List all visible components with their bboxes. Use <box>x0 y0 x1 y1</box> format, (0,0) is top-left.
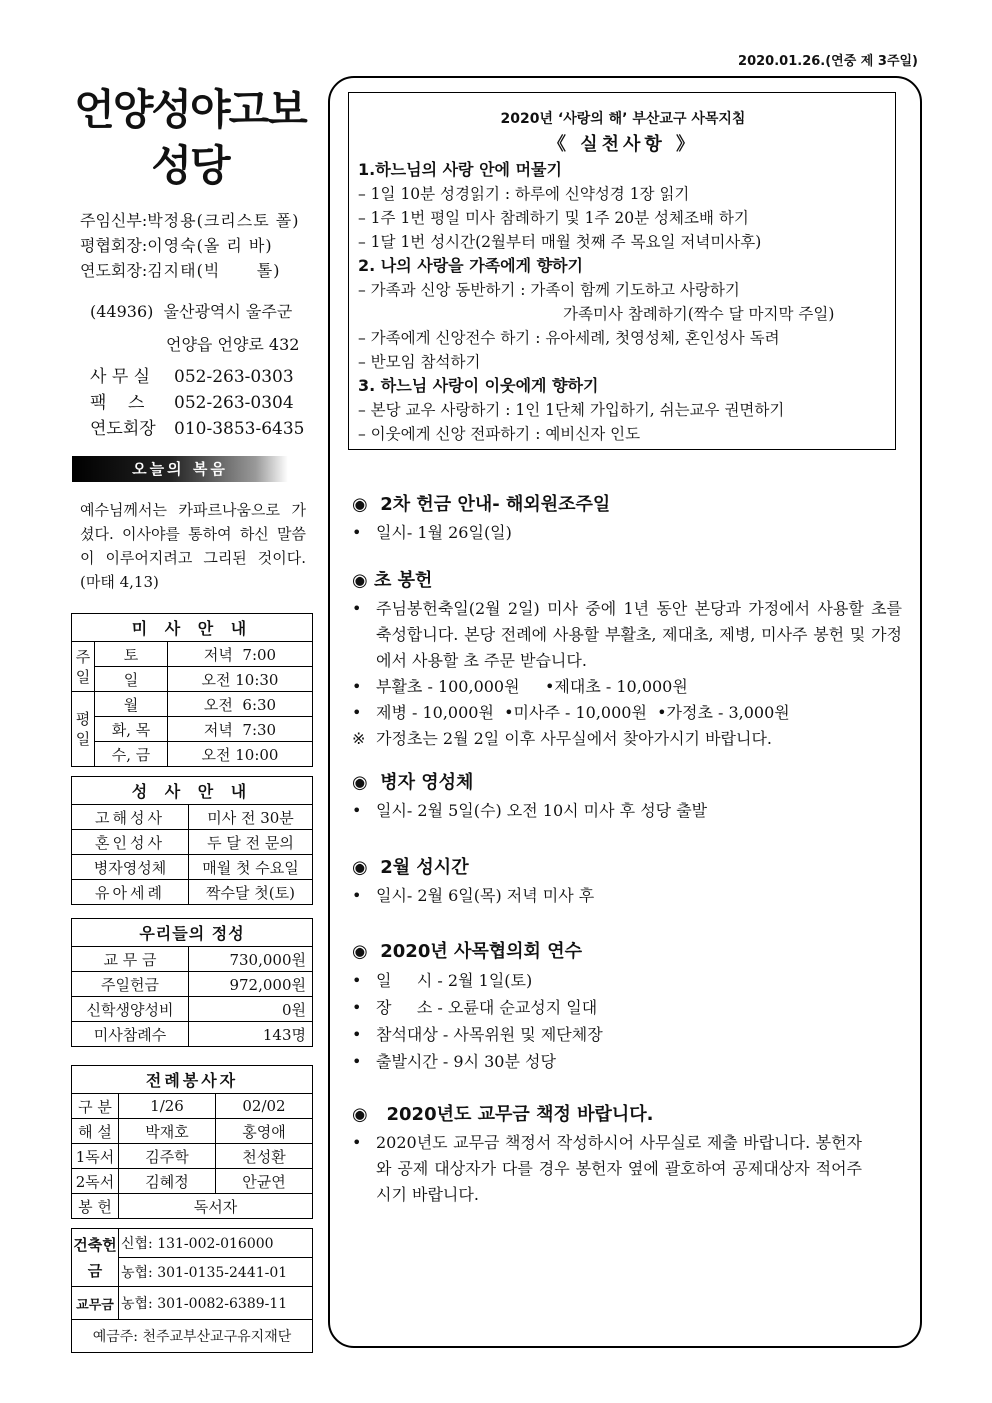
announcement-text: 일시- 1월 26일(일) <box>376 523 512 542</box>
server-name: 독서자 <box>119 1194 313 1219</box>
staff-row <box>80 258 299 283</box>
address-line2: 언양읍 언양로 432 <box>166 335 300 354</box>
announcement-text: 일시- 2월 6일(목) 저녁 미사 후 <box>376 886 595 905</box>
announcement-title: ◉ 2월 성시간 <box>352 857 469 878</box>
mass-time: 오전 10:30 <box>168 667 313 692</box>
church-logo-title <box>70 82 310 194</box>
mass-schedule-table <box>71 613 313 767</box>
contact-phone[interactable]: 052-263-0303 <box>174 367 294 387</box>
contact-fax: 052-263-0304 <box>174 393 294 413</box>
bullet-icon: • <box>352 1025 362 1044</box>
mass-day: 월 <box>95 692 168 717</box>
table-row <box>72 972 313 997</box>
server-col-head: 1/26 <box>119 1094 216 1119</box>
announcement-text: 장 소 - 오륜대 순교성지 일대 <box>376 998 598 1017</box>
table-row <box>72 1094 313 1119</box>
server-name: 홍영애 <box>216 1119 313 1144</box>
table-row <box>72 742 313 767</box>
sacrament-info: 두 달 전 문의 <box>189 830 313 855</box>
announcement-text: 주님봉헌축일(2월 2일) 미사 중에 1년 동안 본당과 가정에서 사용할 초를 축성합니다. 본당 전례에 사용할 부활초, 제대초, 제병, 미사주 봉헌 및 가정에서 사용할 초 주문 받습니다. <box>376 599 902 670</box>
announcement-item <box>352 967 902 994</box>
announcement <box>352 853 902 909</box>
table-row <box>72 1119 313 1144</box>
bullet-icon: • <box>352 801 362 820</box>
building-fund-label: 건축헌금 <box>72 1229 119 1287</box>
guideline-item: – 반모임 참석하기 <box>358 353 481 371</box>
announcement-item <box>352 1021 902 1048</box>
sunday-label: 주일 <box>72 642 95 692</box>
bullet-icon: • <box>352 998 362 1017</box>
table-row <box>72 1022 313 1047</box>
guideline-section-heading: 3. 하느님 사랑이 이웃에게 향하기 <box>358 376 599 395</box>
bullet-icon: • <box>352 1133 362 1152</box>
table-row <box>72 642 313 667</box>
announcement-text: 일시- 2월 5일(수) 오전 10시 미사 후 성당 출발 <box>376 801 708 820</box>
contact-list <box>90 364 304 442</box>
offering-table <box>71 918 313 1047</box>
sacrament-info: 짝수달 첫(토) <box>189 880 313 905</box>
announcement-title: ◉ 병자 영성체 <box>352 772 474 793</box>
table-row <box>72 1320 313 1353</box>
announcement-title: ◉ 2020년도 교무금 책정 바랍니다. <box>352 1104 654 1125</box>
announcement <box>352 1100 902 1208</box>
contact-label: 사 무 실 <box>90 367 151 387</box>
offering-name: 신학생양성비 <box>72 997 189 1022</box>
guideline-item: – 가족과 신앙 동반하기 : 가족이 함께 기도하고 사랑하기 <box>358 281 740 299</box>
announcement-item <box>352 596 902 674</box>
table-row <box>72 997 313 1022</box>
mass-time: 저녁 7:00 <box>168 642 313 667</box>
announcement-item <box>352 1130 902 1208</box>
server-col-head: 02/02 <box>216 1094 313 1119</box>
announcement-item <box>352 798 902 824</box>
table-row <box>72 1229 313 1258</box>
staff-name: 김지태(빅 톨) <box>147 261 281 280</box>
offering-value: 972,000원 <box>189 972 313 997</box>
guideline-item: – 1일 10분 성경읽기 : 하루에 신약성경 1장 읽기 <box>358 185 690 203</box>
sacrament-name: 유아세례 <box>72 880 189 905</box>
mass-time: 오전 6:30 <box>168 692 313 717</box>
announcement-item <box>352 700 902 726</box>
table-row <box>72 692 313 717</box>
offering-value: 0원 <box>189 997 313 1022</box>
announcement-text: 참석대상 - 사목위원 및 제단체장 <box>376 1025 603 1044</box>
bullet-icon: • <box>352 1052 362 1071</box>
table-row <box>72 1194 313 1219</box>
gospel-heading: 오늘의 복음 <box>72 456 288 482</box>
offering-name: 교 무 금 <box>72 947 189 972</box>
liturgy-server-table <box>71 1065 313 1219</box>
offering-name: 미사참례수 <box>72 1022 189 1047</box>
guideline-list <box>358 158 888 446</box>
contact-label: 팩 스 <box>90 393 145 413</box>
mass-time: 오전 10:00 <box>168 742 313 767</box>
offering-value: 730,000원 <box>189 947 313 972</box>
issue-date: 2020.01.26.(연중 제 3주일) <box>738 54 918 69</box>
bullet-icon: • <box>352 599 362 618</box>
announcement-text: 출발시간 - 9시 30분 성당 <box>376 1052 556 1071</box>
table-row <box>72 667 313 692</box>
address-line1: (44936) 울산광역시 울주군 <box>90 302 293 321</box>
announcement-item <box>352 1048 902 1075</box>
offering-value: 143명 <box>189 1022 313 1047</box>
announcement <box>352 490 902 546</box>
contact-row <box>90 416 304 442</box>
server-name: 안균연 <box>216 1169 313 1194</box>
account-number: 농협: 301-0082-6389-11 <box>119 1287 313 1320</box>
announcement-text: 제병 - 10,000원 •미사주 - 10,000원 •가정초 - 3,000원 <box>376 703 790 722</box>
server-role: 해 설 <box>72 1119 119 1144</box>
announcement <box>352 937 902 1075</box>
mass-title: 미 사 안 내 <box>72 614 313 642</box>
guideline-section-heading: 2. 나의 사랑을 가족에게 향하기 <box>358 256 583 275</box>
announcement-text: 일 시 - 2월 1일(토) <box>376 971 533 990</box>
contact-row <box>90 364 304 390</box>
bullet-icon: • <box>352 703 362 722</box>
account-holder: 예금주: 천주교부산교구유지재단 <box>72 1320 313 1353</box>
mass-day: 토 <box>95 642 168 667</box>
church-address <box>90 295 299 361</box>
weekday-label: 평일 <box>72 692 95 767</box>
offering-name: 주일헌금 <box>72 972 189 997</box>
bullet-icon: • <box>352 523 362 542</box>
announcement-title: ◉ 2020년 사목협의회 연수 <box>352 941 582 962</box>
staff-row <box>80 208 299 233</box>
gospel-text: 예수님께서는 카파르나움으로 가셨다. 이사야를 통하여 하신 말씀이 이루어지려고 그리된 것이다.(마태 4,13) <box>80 501 306 591</box>
account-number: 농협: 301-0135-2441-01 <box>119 1258 313 1287</box>
announcement <box>352 566 902 752</box>
table-row <box>72 880 313 905</box>
table-row <box>72 947 313 972</box>
server-role: 1독서 <box>72 1144 119 1169</box>
announcement-item <box>352 520 902 546</box>
note-icon: ※ <box>352 729 366 748</box>
bullet-icon: • <box>352 677 362 696</box>
contact-row <box>90 390 304 416</box>
sacrament-name: 혼인성사 <box>72 830 189 855</box>
announcement-item <box>352 726 902 752</box>
table-row <box>72 1169 313 1194</box>
sacrament-info: 미사 전 30분 <box>189 805 313 830</box>
sacrament-info: 매월 첫 수요일 <box>189 855 313 880</box>
announcement-title: ◉ 초 봉헌 <box>352 570 433 591</box>
server-role: 봉 헌 <box>72 1194 119 1219</box>
sacrament-title: 성 사 안 내 <box>72 777 313 805</box>
announcement-item <box>352 883 902 909</box>
guideline-item: – 1달 1번 성시간(2월부터 매월 첫째 주 목요일 저녁미사후) <box>358 233 762 251</box>
announcement-text: 2020년도 교무금 책정서 작성하시어 사무실로 제출 바랍니다. 봉헌자와 공제 대상자가 다를 경우 봉헌자 옆에 괄호하여 공제대상자 적어주시기 바랍니다. <box>376 1133 862 1204</box>
mass-day: 수, 금 <box>95 742 168 767</box>
server-col-head: 구 분 <box>72 1094 119 1119</box>
staff-name: 박정용(크리스토 폴) <box>147 211 300 230</box>
staff-role: 주임신부: <box>80 211 148 230</box>
announcement-item <box>352 674 902 700</box>
guideline-item: – 가족에게 신앙전수 하기 : 유아세례, 첫영성체, 혼인성사 독려 <box>358 329 780 347</box>
bullet-icon: • <box>352 971 362 990</box>
server-name: 김혜정 <box>119 1169 216 1194</box>
guideline-item: – 이웃에게 신앙 전파하기 : 예비신자 인도 <box>358 425 641 443</box>
guideline-title: 2020년 ‘사랑의 해’ 부산교구 사목지침 <box>500 111 746 127</box>
mass-time: 저녁 7:30 <box>168 717 313 742</box>
staff-list <box>80 208 299 283</box>
guideline-item: – 본당 교우 사랑하기 : 1인 1단체 가입하기, 쉬는교우 권면하기 <box>358 401 785 419</box>
offering-title: 우리들의 정성 <box>72 919 313 947</box>
announcement-title: ◉ 2차 헌금 안내- 해외원조주일 <box>352 494 611 515</box>
guideline-subtitle: 《 실천사항 》 <box>547 134 699 155</box>
contact-phone[interactable]: 010-3853-6435 <box>174 419 305 439</box>
server-role: 2독서 <box>72 1169 119 1194</box>
table-row <box>72 855 313 880</box>
announcement-item <box>352 994 902 1021</box>
servers-title: 전례봉사자 <box>72 1066 313 1094</box>
table-row <box>72 1287 313 1320</box>
sacrament-name: 고해성사 <box>72 805 189 830</box>
staff-role: 평협회장: <box>80 236 148 255</box>
announcement-text: 부활초 - 100,000원 •제대초 - 10,000원 <box>376 677 688 696</box>
bank-account-table <box>71 1228 313 1353</box>
table-row <box>72 1144 313 1169</box>
mass-day: 일 <box>95 667 168 692</box>
mass-day: 화, 목 <box>95 717 168 742</box>
table-row <box>72 805 313 830</box>
server-name: 김주학 <box>119 1144 216 1169</box>
bullet-icon: • <box>352 886 362 905</box>
announcement <box>352 768 902 824</box>
sacrament-table <box>71 776 313 905</box>
sacrament-name: 병자영성체 <box>72 855 189 880</box>
staff-row <box>80 233 299 258</box>
guideline-item: – 1주 1번 평일 미사 참례하기 및 1주 20분 성체조배 하기 <box>358 209 749 227</box>
account-number: 신협: 131-002-016000 <box>119 1229 313 1258</box>
contact-label: 연도회장 <box>90 419 156 439</box>
server-name: 천성환 <box>216 1144 313 1169</box>
church-name-line1: 언양성야고보 <box>74 85 306 134</box>
dues-label: 교무금 <box>72 1287 119 1320</box>
table-row <box>72 717 313 742</box>
staff-name: 이영숙(올 리 바) <box>147 236 273 255</box>
church-name-line2: 성당 <box>151 141 229 190</box>
guideline-section-heading: 1.하느님의 사랑 안에 머물기 <box>358 160 562 179</box>
server-name: 박재호 <box>119 1119 216 1144</box>
announcement-text: 가정초는 2월 2일 이후 사무실에서 찾아가시기 바랍니다. <box>376 729 772 748</box>
table-row <box>72 830 313 855</box>
staff-role: 연도회장: <box>80 261 148 280</box>
guideline-item: 가족미사 참례하기(짝수 달 마지막 주일) <box>563 305 835 323</box>
